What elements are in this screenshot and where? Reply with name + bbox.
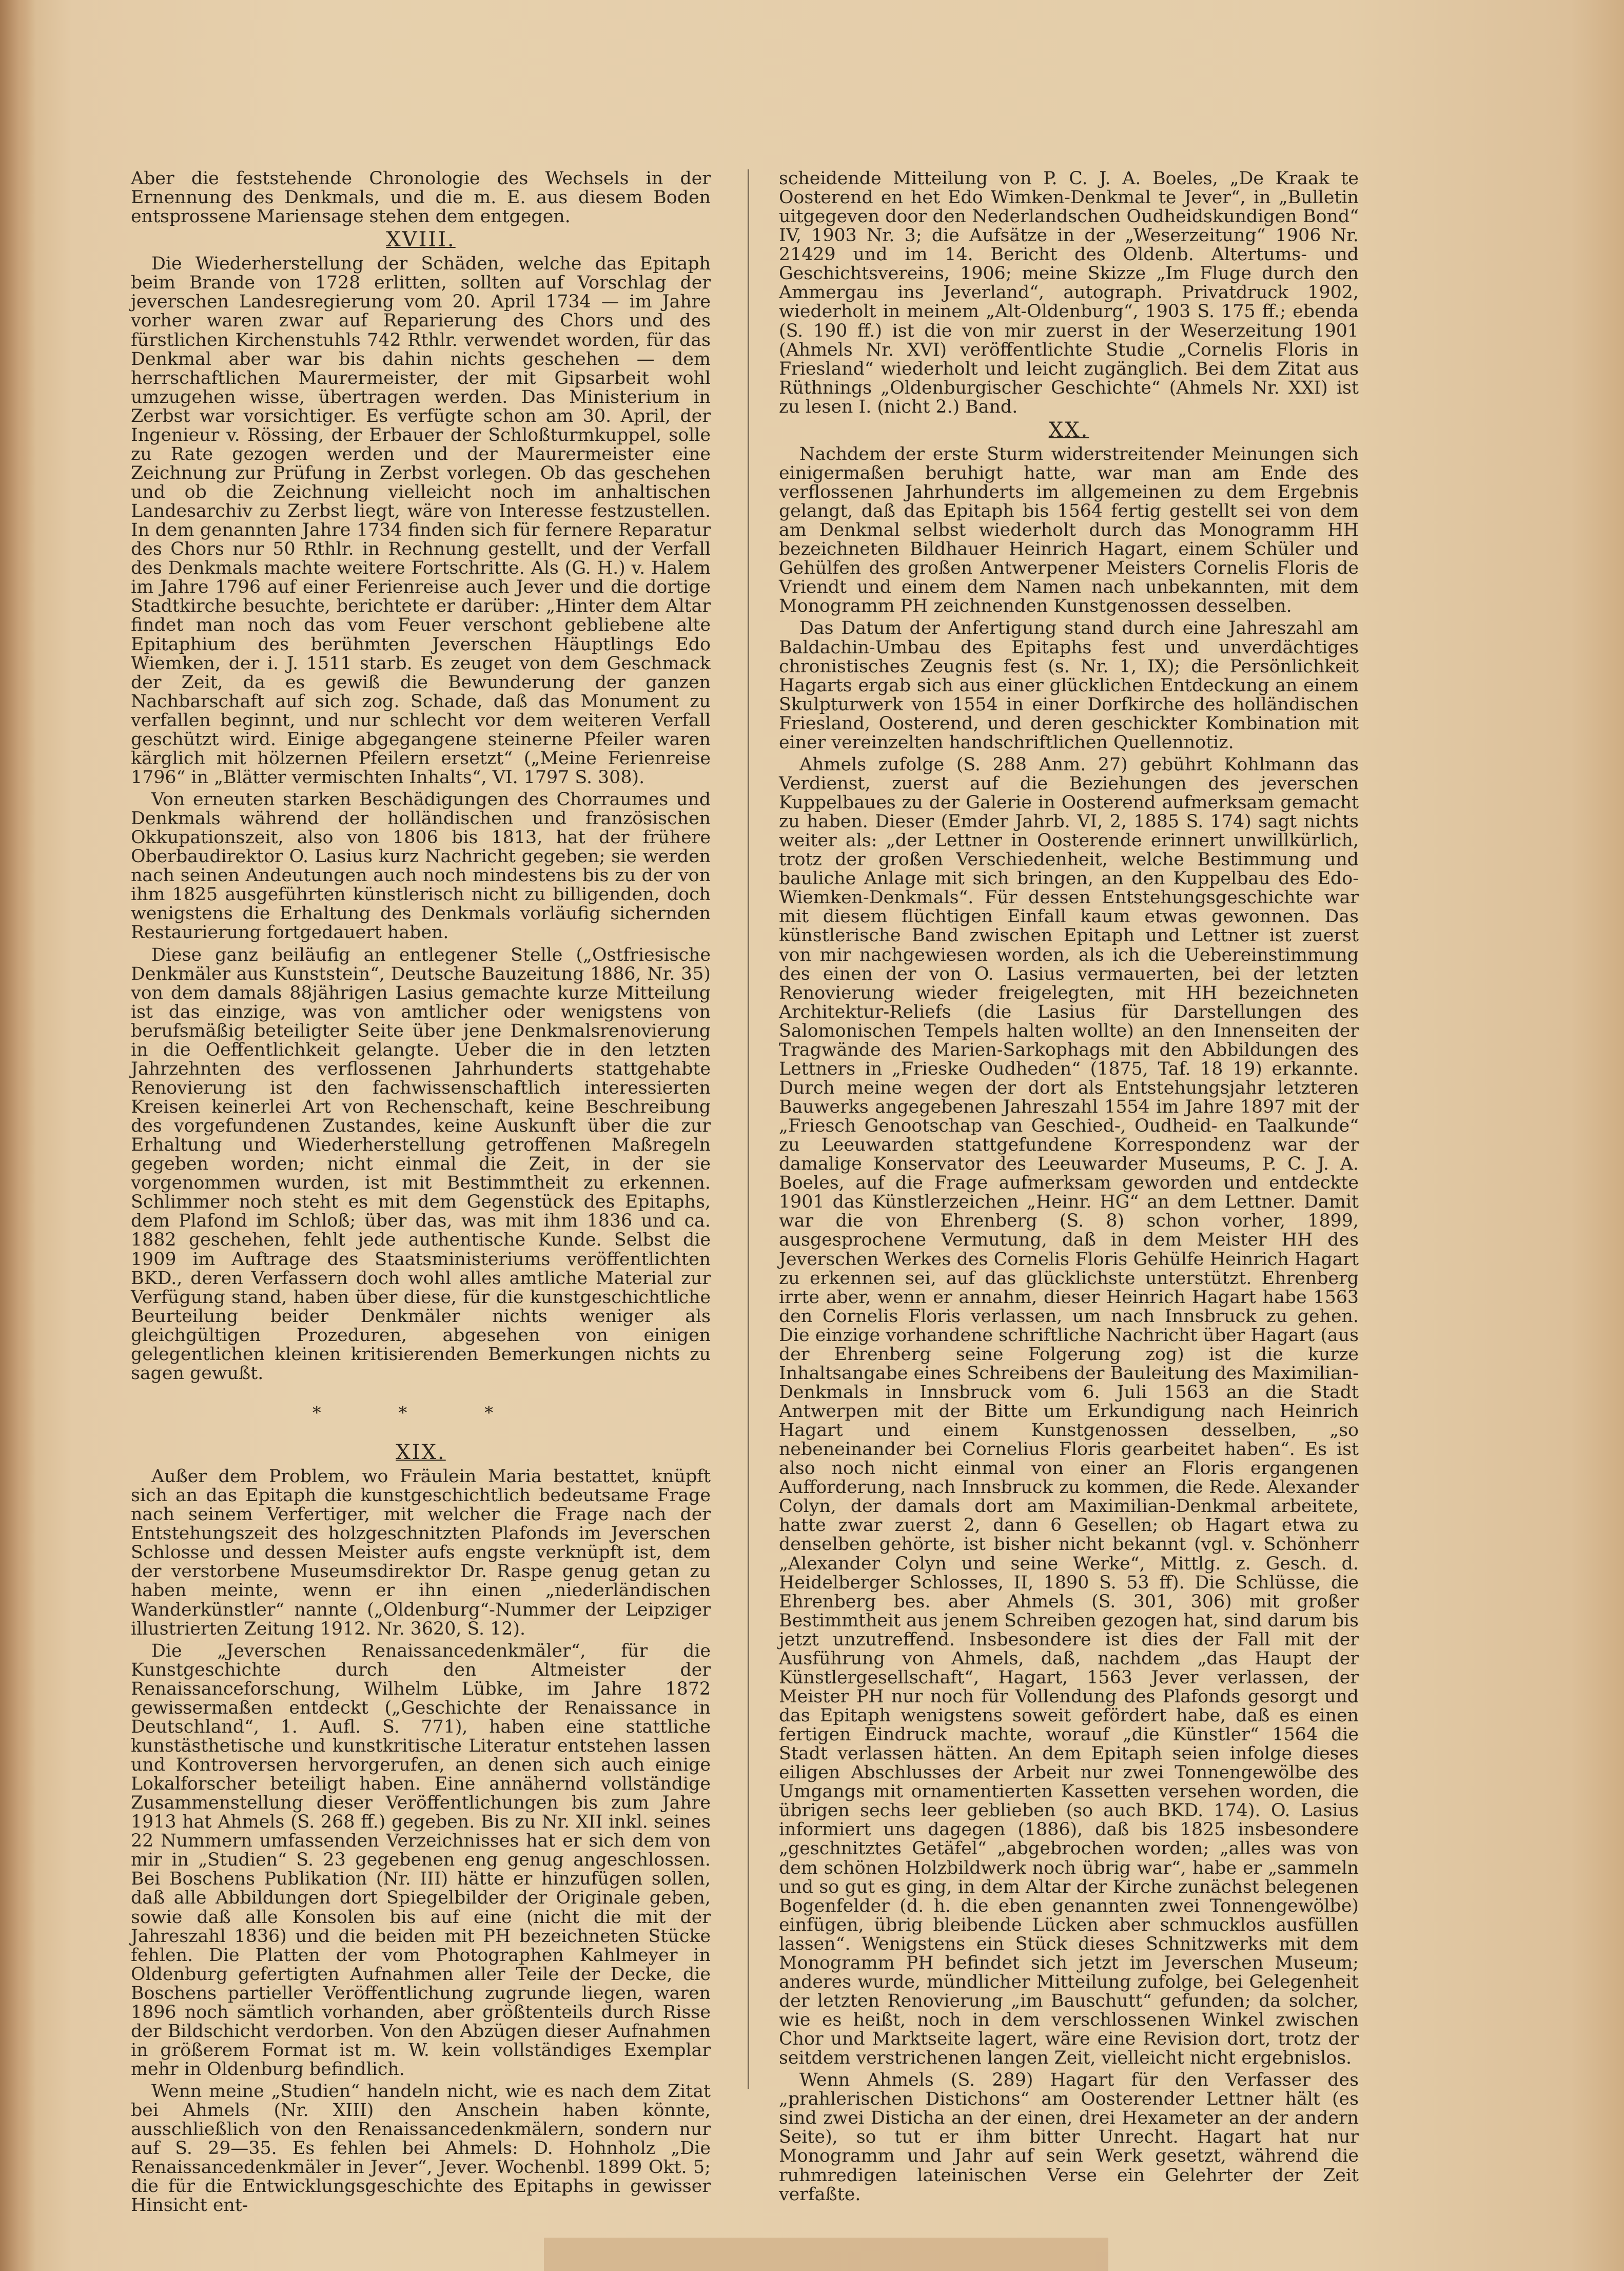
left-column: [131, 169, 711, 2219]
section-heading-xviii: XVIII.: [386, 228, 456, 252]
continued-paragraph: scheidende Mitteilung von P. C. J. A. Boeles, „De Kraak te Oosterend en het Edo Wimken-Denkmal te Jever“, in „Bulletin uitgegeven door den Nederlandschen Oudheidskundigen Bond“ IV, 1903 Nr. 3; die Aufsätze in der „Weserzeitung“ 1906 Nr. 21429 und im 14. Bericht des Oldenb. Altertums- und Geschichtsvereins, 1906; meine Skizze „Im Fluge durch den Ammergau ins Jeverland“, autograph. Privatdruck 1902, wiederholt in meinem „Alt-Oldenburg“, 1903 S. 175 ff.; ebenda (S. 190 ff.) ist die von mir zuerst in der Weserzeitung 1901 (Ahmels Nr. XVI) veröffentlichte Studie „Cornelis Floris in Friesland“ wiederholt und leicht zugänglich. Bei dem Zitat aus Rüthnings „Oldenburgischer Geschichte“ (Ahmels Nr. XXI) ist zu lesen I. (nicht 2.) Band.: [779, 168, 1359, 417]
paragraph: Das Datum der Anfertigung stand durch eine Jahreszahl am Baldachin-Umbau des Epitaphs fest und unverdächtiges chronistisches Zeugnis fest (s. Nr. 1, IX); die Persönlichkeit Hagarts ergab sich aus einer glücklichen Entdeckung an einem Skulpturwerk von 1554 in einer Dorfkirche des holländischen Friesland, Oosterend, und deren geschickter Kombination mit einer vereinzelten handschriftlichen Quellennotiz.: [779, 618, 1359, 753]
section-separator: * * *: [312, 1402, 530, 1423]
section-heading-xx: XX.: [1048, 418, 1089, 442]
paragraph: Wenn Ahmels (S. 289) Hagart für den Verfasser des „prahlerischen Distichons“ am Oosterender Lettner hält (es sind zwei Disticha an der einen, drei Hexameter an der andern Seite), so tut er ihm bitter Unrecht. Hagart hat nur Monogramm und Jahr auf sein Werk gesetzt, während die ruhmredigen lateinischen Verse ein Gelehrter der Zeit verfaßte.: [779, 2070, 1359, 2205]
page-fold-shadow: [0, 0, 36, 2271]
paragraph: Ahmels zufolge (S. 288 Anm. 27) gebührt Kohlmann das Verdienst, zuerst auf die Beziehungen des jeverschen Kuppelbaues zu der Galerie in Oosterend aufmerksam gemacht zu haben. Dieser (Emder Jahrb. VI, 2, 1885 S. 174) sagt nichts weiter als: „der Lettner in Oosterende erinnert unwillkürlich, trotz der großen Verschiedenheit, welche Bestimmung und bauliche Anlage mit sich bringen, an den Kuppelbau des Edo-Wiemken-Denkmals“. Für dessen Entstehungsgeschichte war mit diesem flüchtigen Einfall kaum etwas gewonnen. Das künstlerische Band zwischen Epitaph und Lettner ist zuerst von mir nachgewiesen worden, als ich die Uebereinstimmung des einen der von O. Lasius vermauerten, bei der letzten Renovierung wieder freigelegten, mit HH bezeichneten Architektur-Reliefs (die Lasius für Darstellungen des Salomonischen Tempels halten wollte) an den Innenseiten der Tragwände des Marien-Sarkophags mit den Abbildungen des Lettners in „Frieske Oudheden“ (1875, Taf. 18 19) erkannte. Durch meine wegen der dort als Entstehungsjahr letzteren Bauwerks angegebenen Jahreszahl 1554 im Jahre 1897 mit der „Friesch Genootschap van Geschied-, Oudheid- en Taalkunde“ zu Leeuwarden stattgefundene Korrespondenz war der damalige Konservator des Leeuwarder Museums, P. C. J. A. Boeles, auf die Frage aufmerksam geworden und entdeckte 1901 das Künstlerzeichen „Heinr. HG“ an dem Lettner. Damit war die von Ehrenberg (S. 8) schon vorher, 1899, ausgesprochene Vermutung, daß in dem Meister HH des Jeverschen Werkes des Cornelis Floris Gehülfe Heinrich Hagart zu erkennen sei, auf das glücklichste unterstützt. Ehrenberg irrte aber, wenn er annahm, dieser Heinrich Hagart habe 1563 den Cornelis Floris verlassen, um nach Innsbruck zu gehen. Die einzige vorhandene schriftliche Nachricht über Hagart (aus der Ehrenberg seine Folgerung zog) ist die kurze Inhaltsangabe eines Schreibens der Bauleitung des Maximilian-Denkmals in Innsbruck vom 6. Juli 1563 an die Stadt Antwerpen mit der Bitte um Erkundigung nach Heinrich Hagart und einem Kunstgenossen desselben, „so nebeneinander bei Cornelius Floris gearbeitet haben“. Es ist also noch nicht einmal von einer an Floris ergangenen Aufforderung, nach Innsbruck zu kommen, die Rede. Alexander Colyn, der damals dort am Maximilian-Denkmal arbeitete, hatte zwar zuerst 2, dann 6 Gesellen; ob Hagart etwa zu denselben gehörte, ist bisher nicht bekannt (vgl. v. Schönherr „Alexander Colyn und seine Werke“, Mittlg. z. Gesch. d. Heidelberger Schlosses, II, 1890 S. 53 ff). Die Schlüsse, die Ehrenberg bes. aber Ahmels (S. 301, 306) mit großer Bestimmtheit aus jenem Schreiben gezogen hat, sind darum bis jetzt unzutreffend. Insbesondere ist dies der Fall mit der Ausführung von Ahmels, daß, nachdem „das Haupt der Künstlergesellschaft“, Hagart, 1563 Jever verlassen, der Meister PH nur noch für Vollendung des Plafonds gesorgt und das Epitaph wenigstens soweit gefördert habe, daß es einen fertigen Eindruck machte, worauf „die Künstler“ 1564 die Stadt verlassen hätten. An dem Epitaph seien infolge dieses eiligen Abschlusses der Arbeit nur zwei Tonnengewölbe des Umgangs mit ornamentierten Kassetten versehen worden, die übrigen sechs leer geblieben (so auch BKD. 174). O. Lasius informiert uns dagegen (1886), daß bis 1825 insbesondere „geschnitztes Getäfel“ „abgebrochen worden; „alles was von dem schönen Holzbildwerk noch übrig war“, habe er „sammeln und so gut es ging, in dem Altar der Kirche zunächst belegenen Bogenfelder (d. h. die eben genannten zwei Tonnengewölbe) einfügen, übrig bleibende Lücken aber schmucklos ausfüllen lassen“. Wenigstens ein Stück dieses Schnitzwerks mit dem Monogramm PH befindet sich jetzt im Jeverschen Museum; anderes wurde, mündlicher Mitteilung zufolge, bei Gelegenheit der letzten Renovierung „im Bauschutt“ gefunden; da solcher, wie es heißt, noch in dem verschlossenen Winkel zwischen Chor und Marktseite lagert, wäre eine Revision dort, trotz der seitdem verstrichenen langen Zeit, vielleicht nicht ergebnislos.: [779, 754, 1359, 2069]
intro-paragraph: Aber die feststehende Chronologie des Wechsels in der Ernennung des Denkmals, und die m. E. aus diesem Boden entsprossene Mariensage stehen dem entgegen.: [131, 168, 711, 227]
right-column: [779, 169, 1359, 2207]
paragraph: Wenn meine „Studien“ handeln nicht, wie es nach dem Zitat bei Ahmels (Nr. XIII) den Anschein haben könnte, ausschließlich von den Renaissancedenkmälern, sondern nur auf S. 29—35. Es fehlen bei Ahmels: D. Hohnholz „Die Renaissancedenkmäler in Jever“, Jever. Wochenbl. 1899 Okt. 5; die für die Entwicklungsgeschichte des Epitaphs in gewisser Hinsicht ent-: [131, 2081, 711, 2216]
paragraph: Von erneuten starken Beschädigungen des Chorraumes und Denkmals während der holländischen und französischen Okkupationszeit, also von 1806 bis 1813, hat der frühere Oberbaudirektor O. Lasius kurz Nachricht gegeben; sie werden nach seinen Andeutungen auch noch mindestens bis zu der von ihm 1825 ausgeführten künstlerisch nicht zu billigenden, doch wenigstens die Erhaltung des Denkmals vorläufig sichernden Restaurierung fortgedauert haben.: [131, 789, 711, 943]
paragraph: Diese ganz beiläufig an entlegener Stelle („Ostfriesische Denkmäler aus Kunststein“, Deutsche Bauzeitung 1886, Nr. 35) von dem damals 88jährigen Lasius gemachte kurze Mitteilung ist das einzige, was von amtlicher oder wenigstens von berufsmäßig beteiligter Seite über jene Denkmalsrenovierung in die Oeffentlichkeit gelangte. Ueber die in den letzten Jahrzehnten des verflossenen Jahrhunderts stattgehabte Renovierung ist den fachwissenschaftlich interessierten Kreisen keinerlei Art von Rechenschaft, keine Beschreibung des vorgefundenen Zustandes, keine Auskunft über die zur Erhaltung und Wiederherstellung getroffenen Maßregeln gegeben worden; nicht einmal die Zeit, in der sie vorgenommen wurden, ist mit Bestimmtheit zu erkennen. Schlimmer noch steht es mit dem Gegenstück des Epitaphs, dem Plafond im Schloß; über das, was mit ihm 1836 und ca. 1882 geschehen, fehlt jede authentische Kunde. Selbst die 1909 im Auftrage des Staatsministeriums veröffentlichten BKD., deren Verfassern doch wohl alles amtliche Material zur Verfügung stand, haben über diese, für die kunstgeschichtliche Beurteilung beider Denkmäler nichts weniger als gleichgültigen Prozeduren, abgesehen von einigen gelegentlichen kleinen kritisierenden Bemerkungen nichts zu sagen gewußt.: [131, 944, 711, 1384]
paragraph: Die Wiederherstellung der Schäden, welche das Epitaph beim Brande von 1728 erlitten, sollten auf Vorschlag der jeverschen Landesregierung vom 20. April 1734 — im Jahre vorher waren zwar auf Reparierung des Chors und des fürstlichen Kirchenstuhls 742 Rthlr. verwendet worden, für das Denkmal aber war bis dahin nichts geschehen — dem herrschaftlichen Maurermeister, der mit Gipsarbeit wohl umzugehen wisse, übertragen werden. Das Ministerium in Zerbst war vorsichtiger. Es verfügte schon am 30. April, der Ingenieur v. Rössing, der Erbauer der Schloßturmkuppel, solle zu Rate gezogen werden und der Maurermeister eine Zeichnung zur Prüfung in Zerbst vorlegen. Ob das geschehen und ob die Zeichnung vielleicht noch im anhaltischen Landesarchiv zu Zerbst liegt, wäre von Interesse festzustellen. In dem genannten Jahre 1734 finden sich für fernere Reparatur des Chors nur 50 Rthlr. in Rechnung gestellt, und der Verfall des Denkmals machte weitere Fortschritte. Als (G. H.) v. Halem im Jahre 1796 auf einer Ferienreise auch Jever und die dortige Stadtkirche besuchte, berichtete er darüber: „Hinter dem Altar findet man noch das vom Feuer verschont gebliebene alte Epitaphium des berühmten Jeverschen Häuptlings Edo Wiemken, der i. J. 1511 starb. Es zeuget von dem Geschmack der Zeit, da es gewiß die Bewunderung der ganzen Nachbarschaft auf sich zog. Schade, daß das Monument zu verfallen beginnt, und nur schlecht vor dem weiteren Verfall geschützt wird. Einige abgegangene steinerne Pfeiler waren kärglich mit hölzernen Pfeilern ersetzt“ („Meine Ferienreise 1796“ in „Blätter vermischten Inhalts“, VI. 1797 S. 308).: [131, 254, 711, 788]
column-rule: [748, 169, 749, 2089]
paper-damage: [544, 2238, 1108, 2271]
paragraph: Nachdem der erste Sturm widerstreitender Meinungen sich einigermaßen beruhigt hatte, war man am Ende des verflossenen Jahrhunderts im allgemeinen zu dem Ergebnis gelangt, daß das Epitaph bis 1564 fertig gestellt sei von dem am Denkmal selbst wiederholt durch das Monogramm HH bezeichneten Bildhauer Heinrich Hagart, einem Schüler und Gehülfen des großen Antwerpener Meisters Cornelis Floris de Vriendt und einem dem Namen nach unbekannten, mit dem Monogramm PH zeichnenden Kunstgenossen desselben.: [779, 443, 1359, 617]
paragraph: Die „Jeverschen Renaissancedenkmäler“, für die Kunstgeschichte durch den Altmeister der Renaissanceforschung, Wilhelm Lübke, im Jahre 1872 gewissermaßen entdeckt („Geschichte der Renaissance in Deutschland“, 1. Aufl. S. 771), haben eine stattliche kunstästhetische und kunstkritische Literatur entstehen lassen und Kontroversen hervorgerufen, an denen sich auch einige Lokalforscher beteiligt haben. Eine annähernd vollständige Zusammenstellung dieser Veröffentlichungen bis zum Jahre 1913 hat Ahmels (S. 268 ff.) gegeben. Bis zu Nr. XII inkl. seines 22 Nummern umfassenden Verzeichnisses hat er sich dem von mir in „Studien“ S. 23 gegebenen eng genug angeschlossen. Bei Boschens Publikation (Nr. III) hätte er hinzufügen sollen, daß alle Abbildungen dort Spiegelbilder der Originale geben, sowie daß alle Konsolen bis auf eine (nicht die mit der Jahreszahl 1836) und die beiden mit PH bezeichneten Stücke fehlen. Die Platten der vom Photographen Kahlmeyer in Oldenburg gefertigten Aufnahmen aller Teile der Decke, die Boschens partieller Veröffentlichung zugrunde liegen, waren 1896 noch sämtlich vorhanden, aber größtenteils durch Risse der Bildschicht verdorben. Von den Abzügen dieser Aufnahmen in größerem Format ist m. W. kein vollständiges Exemplar mehr in Oldenburg befindlich.: [131, 1640, 711, 2080]
section-heading-xix: XIX.: [396, 1441, 446, 1464]
paragraph: Außer dem Problem, wo Fräulein Maria bestattet, knüpft sich an das Epitaph die kunstgeschichtlich bedeutsame Frage nach seinem Verfertiger, mit welcher die Frage nach der Entstehungszeit des holzgeschnitzten Plafonds im Jeverschen Schlosse und dessen Meister aufs engste verknüpft ist, dem der verstorbene Museumsdirektor Dr. Raspe genug getan zu haben meinte, wenn er ihn einen „niederländischen Wanderkünstler“ nannte („Oldenburg“-Nummer der Leipziger illustrierten Zeitung 1912. Nr. 3620, S. 12).: [131, 1466, 711, 1639]
